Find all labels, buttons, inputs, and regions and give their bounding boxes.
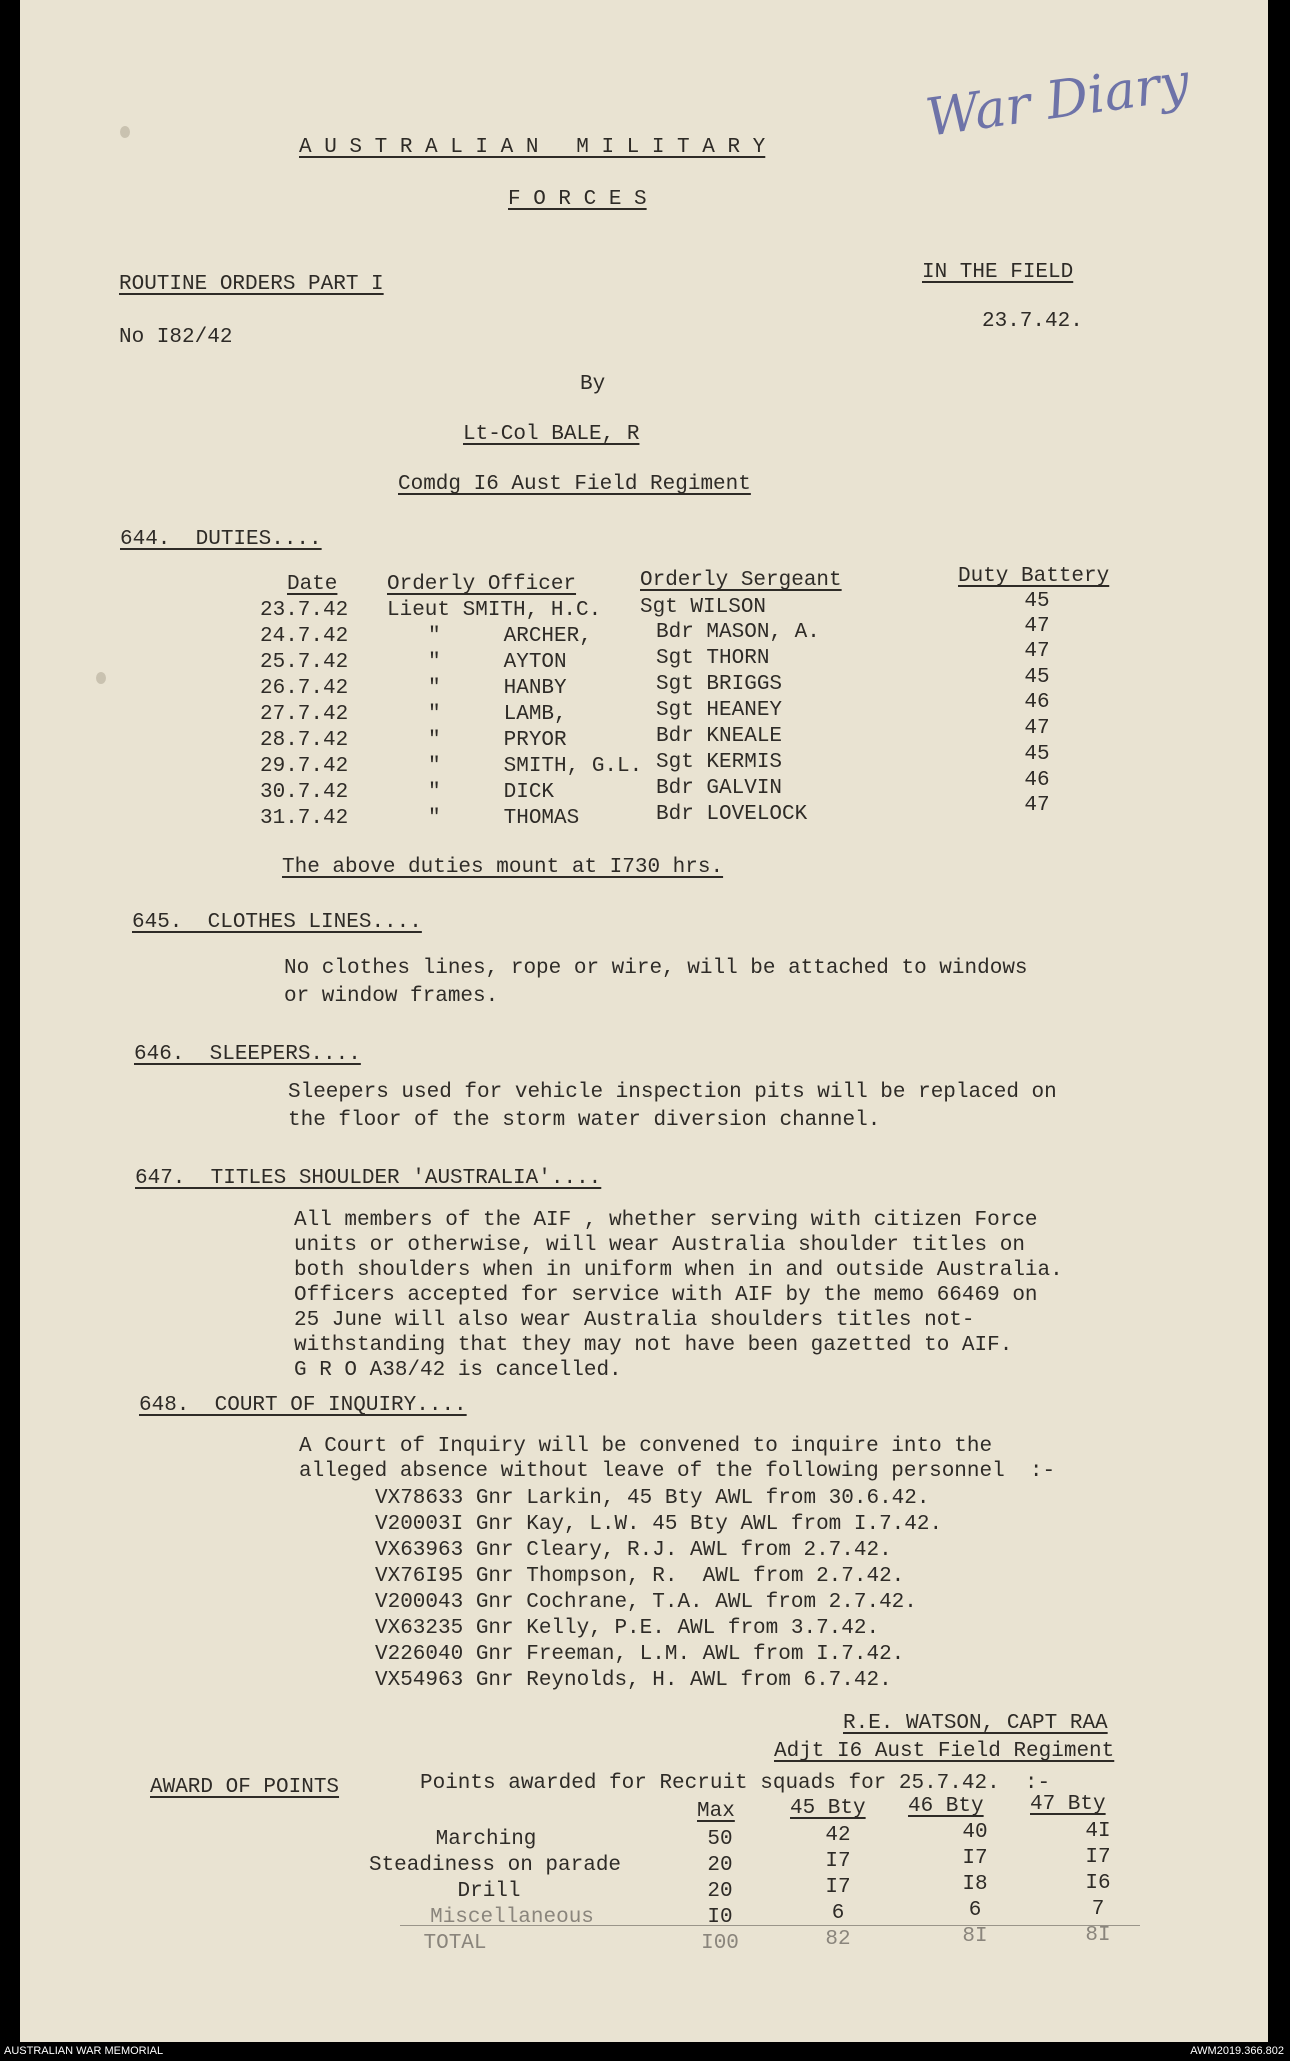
points-47: 8I: [1085, 1924, 1111, 1947]
col-date: Date: [287, 573, 338, 596]
item-648-intro: A Court of Inquiry will be convened to inquire into the: [299, 1435, 993, 1458]
col-47-bty: 47 Bty: [1030, 1793, 1106, 1816]
commanding-officer: Lt-Col BALE, R: [463, 423, 640, 446]
item-648-heading: 648. COURT OF INQUIRY....: [139, 1394, 467, 1417]
item-644-heading: 644. DUTIES....: [120, 528, 322, 551]
duty-battery: 46: [1024, 769, 1050, 792]
col-orderly-sergeant: Orderly Sergeant: [640, 569, 842, 592]
points-45: I7: [825, 1850, 851, 1873]
annotation-text: War Diary: [922, 52, 1193, 149]
item-647-line: 25 June will also wear Australia shoulders titles not-: [294, 1309, 975, 1332]
list-item: V20003I Gnr Kay, L.W. 45 Bty AWL from I.7.42.: [375, 1513, 943, 1536]
duties-note: The above duties mount at I730 hrs.: [282, 856, 724, 879]
duty-battery: 46: [1024, 691, 1050, 714]
list-item: VX78633 Gnr Larkin, 45 Bty AWL from 30.6.42.: [375, 1487, 930, 1510]
points-label: Drill: [457, 1880, 521, 1903]
points-max: I0: [707, 1906, 733, 1929]
by-label: By: [580, 373, 606, 396]
points-46: 6: [968, 1899, 982, 1922]
duty-battery: 45: [1024, 743, 1050, 766]
staple-hole: [120, 126, 130, 138]
duty-officer: " SMITH, G.L.: [428, 755, 643, 778]
points-46: I7: [962, 1847, 988, 1870]
duty-date: 27.7.42: [260, 703, 349, 726]
in-the-field: IN THE FIELD: [922, 261, 1074, 284]
duty-date: 30.7.42: [260, 781, 349, 804]
item-646-line: Sleepers used for vehicle inspection pits will be replaced on: [288, 1081, 1057, 1104]
item-647-line: Officers accepted for service with AIF by the memo 66469 on: [294, 1284, 1038, 1307]
duty-date: 31.7.42: [260, 807, 349, 830]
duty-battery: 47: [1024, 717, 1050, 740]
item-647-line: units or otherwise, will wear Australia shoulder titles on: [294, 1234, 1025, 1257]
footer-accession: AWM2019.366.802: [1190, 2045, 1284, 2057]
points-45: 6: [831, 1902, 845, 1925]
list-item: V200043 Gnr Cochrane, T.A. AWL from 2.7.42.: [375, 1591, 917, 1614]
points-description: Points awarded for Recruit squads for 25.7.42. :-: [420, 1772, 1051, 1795]
item-645-line: No clothes lines, rope or wire, will be attached to windows: [284, 957, 1028, 980]
duty-battery: 45: [1024, 590, 1050, 613]
item-647-line: G R O A38/42 is cancelled.: [294, 1359, 622, 1382]
order-date: 23.7.42.: [982, 310, 1083, 333]
points-label: TOTAL: [423, 1932, 487, 1955]
duty-officer: " ARCHER,: [428, 625, 592, 648]
signature-role: Adjt I6 Aust Field Regiment: [774, 1740, 1115, 1763]
points-47: I7: [1085, 1846, 1111, 1869]
document-page: [20, 0, 1268, 2042]
col-max: Max: [697, 1800, 735, 1823]
list-item: VX76I95 Gnr Thompson, R. AWL from 2.7.42.: [375, 1565, 905, 1588]
points-label: Miscellaneous: [430, 1906, 594, 1929]
item-645-line: or window frames.: [284, 985, 499, 1008]
duty-date: 28.7.42: [260, 729, 349, 752]
duty-date: 24.7.42: [260, 625, 349, 648]
points-46: 8I: [962, 1925, 988, 1948]
item-646-line: the floor of the storm water diversion channel.: [288, 1109, 881, 1132]
points-45: I7: [825, 1876, 851, 1899]
item-647-line: All members of the AIF , whether serving with citizen Force: [294, 1209, 1038, 1232]
handwritten-annotation: [921, 52, 1193, 170]
duty-officer: " PRYOR: [428, 729, 567, 752]
list-item: VX54963 Gnr Reynolds, H. AWL from 6.7.42.: [375, 1669, 892, 1692]
duty-officer: " THOMAS: [428, 807, 580, 830]
points-label: Marching: [435, 1828, 537, 1851]
points-46: 40: [962, 1821, 988, 1844]
duty-officer: " AYTON: [428, 651, 567, 674]
routine-orders-title: ROUTINE ORDERS PART I: [119, 273, 384, 296]
duty-officer: " HANBY: [428, 677, 567, 700]
col-46-bty: 46 Bty: [908, 1795, 984, 1818]
duty-officer: " LAMB,: [428, 703, 567, 726]
col-orderly-officer: Orderly Officer: [387, 573, 577, 596]
duty-date: 23.7.42: [260, 599, 349, 622]
points-45: 82: [825, 1928, 851, 1951]
points-47: 4I: [1085, 1820, 1111, 1843]
duty-date: 29.7.42: [260, 755, 349, 778]
signature-name: R.E. WATSON, CAPT RAA: [843, 1712, 1108, 1735]
footer-credit: AUSTRALIAN WAR MEMORIAL: [4, 2045, 164, 2057]
points-46: I8: [962, 1873, 988, 1896]
duty-sergeant: Bdr KNEALE: [656, 725, 783, 748]
duty-sergeant: Sgt BRIGGS: [656, 673, 783, 696]
duty-sergeant: Sgt HEANEY: [656, 699, 783, 722]
col-duty-battery: Duty Battery: [958, 565, 1110, 588]
duty-sergeant: Sgt KERMIS: [656, 751, 783, 774]
list-item: V226040 Gnr Freeman, L.M. AWL from I.7.42.: [375, 1643, 905, 1666]
points-label: Steadiness on parade: [368, 1854, 622, 1877]
points-max: 20: [707, 1854, 733, 1877]
item-647-line: both shoulders when in uniform when in and outside Australia.: [294, 1259, 1063, 1282]
item-645-heading: 645. CLOTHES LINES....: [132, 911, 422, 934]
list-item: VX63963 Gnr Cleary, R.J. AWL from 2.7.42.: [375, 1539, 892, 1562]
staple-hole: [96, 672, 106, 684]
unit-name: Comdg I6 Aust Field Regiment: [398, 473, 751, 496]
duty-sergeant: Sgt THORN: [656, 647, 770, 670]
col-45-bty: 45 Bty: [790, 1797, 866, 1820]
duty-battery: 45: [1024, 666, 1050, 689]
duty-battery: 47: [1024, 794, 1050, 817]
duty-sergeant: Bdr LOVELOCK: [656, 803, 808, 826]
header-line-2: F O R C E S: [508, 188, 647, 211]
item-648-intro: alleged absence without leave of the following personnel :-: [299, 1460, 1056, 1483]
duty-officer: " DICK: [428, 781, 555, 804]
order-number: No I82/42: [119, 326, 233, 349]
points-45: 42: [825, 1824, 851, 1847]
item-647-line: withstanding that they may not have been gazetted to AIF.: [294, 1334, 1013, 1357]
item-646-heading: 646. SLEEPERS....: [134, 1043, 361, 1066]
header-line-1: A U S T R A L I A N M I L I T A R Y: [299, 136, 766, 159]
total-rule: [400, 1925, 1140, 1926]
points-heading: AWARD OF POINTS: [150, 1776, 340, 1799]
list-item: VX63235 Gnr Kelly, P.E. AWL from 3.7.42.: [375, 1617, 880, 1640]
points-max: 50: [707, 1828, 733, 1851]
points-47: 7: [1091, 1898, 1105, 1921]
duty-sergeant: Sgt WILSON: [640, 596, 767, 619]
points-47: I6: [1085, 1872, 1111, 1895]
duty-sergeant: Bdr MASON, A.: [656, 621, 820, 644]
duty-date: 26.7.42: [260, 677, 349, 700]
duty-date: 25.7.42: [260, 651, 349, 674]
duty-officer: Lieut SMITH, H.C.: [387, 599, 602, 622]
duty-battery: 47: [1024, 640, 1050, 663]
points-max: I00: [701, 1932, 739, 1955]
duty-sergeant: Bdr GALVIN: [656, 777, 783, 800]
item-647-heading: 647. TITLES SHOULDER 'AUSTRALIA'....: [135, 1167, 602, 1190]
points-max: 20: [707, 1880, 733, 1903]
duty-battery: 47: [1024, 615, 1050, 638]
